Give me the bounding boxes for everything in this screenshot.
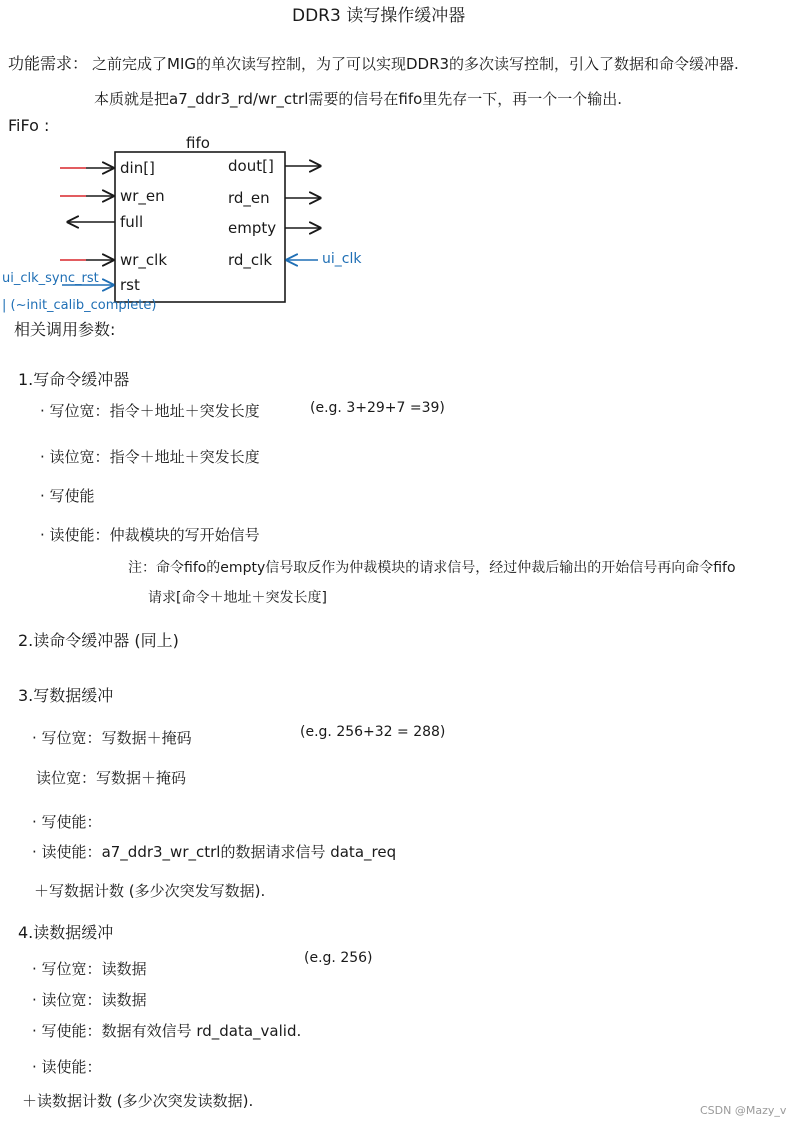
section-2-heading: 2.读命令缓冲器 (同上) xyxy=(18,631,179,650)
s4-item-3: · 写使能：数据有效信号 rd_data_valid. xyxy=(32,1022,302,1040)
s4-item-4: · 读使能： xyxy=(32,1058,102,1076)
rst-source-1: ui_clk_sync_rst xyxy=(2,271,99,286)
port-rst: rst xyxy=(120,276,140,294)
rst-source-2: | (~init_calib_complete) xyxy=(2,298,157,313)
section-4-heading: 4.读数据缓冲 xyxy=(18,923,114,942)
port-empty: empty xyxy=(228,219,277,237)
requirement-label: 功能需求： xyxy=(8,54,89,73)
requirement-line-1: 之前完成了MIG的单次读写控制，为了可以实现DDR3的多次读写控制，引入了数据和命令缓冲器. xyxy=(92,55,739,73)
s1-item-3: · 写使能 xyxy=(40,487,95,505)
fifo-section-label: FiFo : xyxy=(8,116,50,135)
port-rd-clk: rd_clk xyxy=(228,251,273,269)
watermark: CSDN @Mazy_v xyxy=(700,1104,787,1117)
s3-item-1-example: (e.g. 256+32 = 288) xyxy=(300,724,446,740)
section-3-heading: 3.写数据缓冲 xyxy=(18,686,114,705)
s3-item-3: · 写使能： xyxy=(32,813,102,831)
s1-item-1: · 写位宽：指令＋地址＋突发长度 xyxy=(40,402,260,420)
s3-item-1: · 写位宽：写数据＋掩码 xyxy=(32,729,192,747)
s1-note-line-1: 注：命令fifo的empty信号取反作为仲裁模块的请求信号，经过仲裁后输出的开始信号再向命令fifo xyxy=(128,560,736,576)
port-full: full xyxy=(120,213,144,231)
s1-item-2: · 读位宽：指令＋地址＋突发长度 xyxy=(40,448,260,466)
port-rd-en: rd_en xyxy=(228,189,270,207)
requirement-line-2: 本质就是把a7_ddr3_rd/wr_ctrl需要的信号在fifo里先存一下，再一个一个输出. xyxy=(94,90,623,108)
s4-item-1: · 写位宽：读数据 xyxy=(32,960,147,978)
s3-item-4: · 读使能：a7_ddr3_wr_ctrl的数据请求信号 data_req xyxy=(32,843,397,861)
s4-item-2: · 读位宽：读数据 xyxy=(32,991,147,1009)
s4-extra: ＋读数据计数 (多少次突发读数据). xyxy=(22,1092,254,1110)
port-wr-en: wr_en xyxy=(120,187,165,205)
fifo-block-label: fifo xyxy=(186,134,210,152)
page-title: DDR3 读写操作缓冲器 xyxy=(292,6,466,26)
port-wr-clk: wr_clk xyxy=(120,251,168,269)
port-dout: dout[] xyxy=(228,157,274,175)
s3-item-2: 读位宽：写数据＋掩码 xyxy=(36,769,187,787)
params-heading: 相关调用参数: xyxy=(14,320,116,339)
rd-clk-source: ui_clk xyxy=(322,251,362,267)
s4-item-1-example: (e.g. 256) xyxy=(304,950,373,966)
section-1-heading: 1.写命令缓冲器 xyxy=(18,370,130,389)
port-din: din[] xyxy=(120,159,155,177)
s3-extra: ＋写数据计数 (多少次突发写数据). xyxy=(34,882,266,900)
s1-item-1-example: (e.g. 3+29+7 =39) xyxy=(310,400,445,416)
s1-note-line-2: 请求[命令＋地址＋突发长度] xyxy=(148,590,327,606)
s1-item-4: · 读使能：仲裁模块的写开始信号 xyxy=(40,526,260,544)
